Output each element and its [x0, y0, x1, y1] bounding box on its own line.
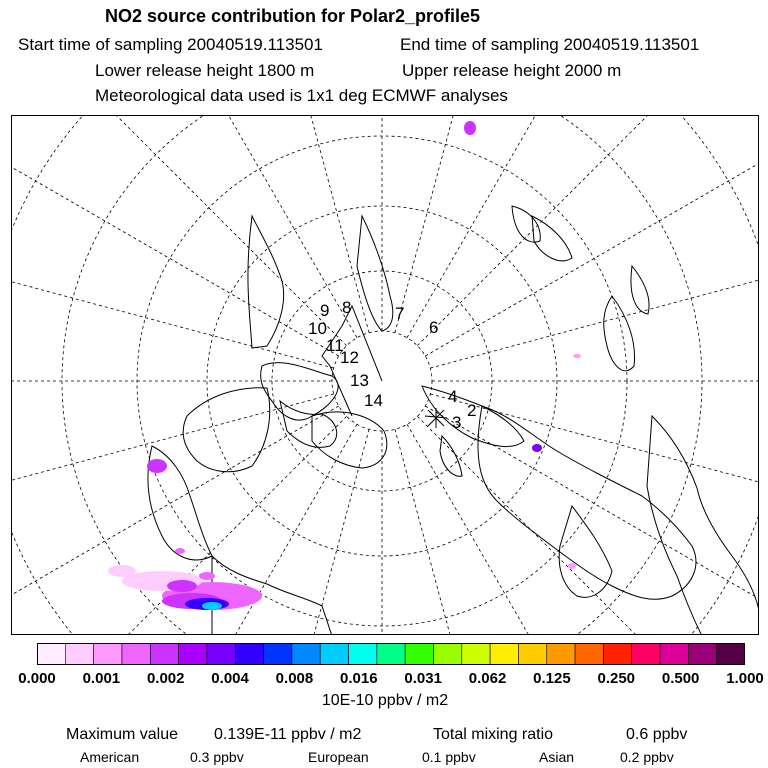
- track-label-10: 10: [308, 319, 327, 338]
- coastline-6: [248, 216, 284, 348]
- coastline-3: [183, 388, 270, 472]
- latitude-circle-5: [12, 116, 759, 635]
- max-value: 0.139E-11 ppbv / m2: [214, 726, 362, 743]
- met-data-note: Meteorological data used is 1x1 deg ECMWF analyses: [95, 86, 508, 105]
- meridian-300: [407, 116, 759, 338]
- track-label-2: 2: [467, 401, 477, 420]
- graticule: [12, 116, 759, 635]
- track-label-11: 11: [326, 336, 344, 355]
- colorbar-swatch-23: [688, 643, 716, 665]
- colorbar-swatch-4: [150, 643, 178, 665]
- coastline-11: [604, 296, 635, 371]
- colorbar-tick-1: 0.001: [82, 670, 121, 687]
- plume-patch-3: [202, 602, 222, 610]
- meridian-345: [430, 148, 759, 368]
- track-label-13: 13: [350, 371, 369, 390]
- coastline-2: [312, 412, 387, 468]
- region-european-name: European: [308, 749, 369, 765]
- colorbar-tick-2: 0.002: [146, 670, 185, 687]
- max-value-label: Maximum value: [66, 726, 179, 743]
- colorbar-unit: 10E-10 ppbv / m2: [321, 692, 449, 709]
- track-label-6: 6: [429, 318, 439, 337]
- colorbar-tick-4: 0.008: [275, 670, 314, 687]
- track-label-4: 4: [448, 387, 458, 406]
- meridian-240: [12, 116, 357, 338]
- meridian-255: [149, 116, 369, 333]
- polar-map: [11, 115, 759, 635]
- meridian-285: [395, 116, 615, 333]
- colorbar-swatch-13: [405, 643, 433, 665]
- colorbar-swatch-20: [603, 643, 631, 665]
- meridian-75: [395, 429, 615, 635]
- total-mixing-label: Total mixing ratio: [433, 726, 554, 743]
- colorbar-swatch-0: [37, 643, 65, 665]
- colorbar-tick-0: 0.000: [18, 670, 56, 687]
- lower-release-height: Lower release height 1800 m: [95, 61, 315, 80]
- colorbar-tick-5: 0.016: [340, 670, 378, 687]
- plume-patch-6: [147, 459, 167, 473]
- track-label-14: 14: [364, 391, 383, 410]
- track-label-9: 9: [320, 301, 330, 320]
- colorbar-swatches: [37, 643, 745, 665]
- coastline-12: [647, 416, 759, 635]
- region-asian-value: 0.2 ppbv: [620, 749, 674, 765]
- coastline-15: [631, 266, 649, 314]
- colorbar-swatch-1: [65, 643, 93, 665]
- track-label-8: 8: [342, 298, 352, 317]
- total-mixing-value: 0.6 ppbv: [626, 726, 688, 743]
- start-time: Start time of sampling 20040519.113501: [18, 35, 323, 54]
- colorbar-swatch-15: [462, 643, 490, 665]
- coastline-8: [512, 206, 540, 242]
- colorbar-tick-3: 0.004: [211, 670, 249, 687]
- track-label-12: 12: [340, 348, 359, 367]
- colorbar-swatch-10: [320, 643, 348, 665]
- plume-patch-5: [167, 580, 197, 592]
- plume-patch-13: [199, 572, 215, 580]
- region-american-name: American: [80, 749, 140, 765]
- colorbar-swatch-6: [207, 643, 235, 665]
- coastline-1: [280, 401, 337, 447]
- release-marker: [425, 408, 447, 428]
- plume-patch-8: [532, 444, 542, 452]
- colorbar-tick-8: 0.125: [533, 670, 571, 687]
- region-asian-name: Asian: [539, 749, 575, 765]
- meridian-15: [430, 394, 759, 614]
- plume-patch-12: [175, 548, 185, 554]
- colorbar-swatch-9: [292, 643, 320, 665]
- colorbar-swatch-3: [122, 643, 150, 665]
- plume-patch-11: [108, 565, 136, 577]
- colorbar-tick-10: 0.500: [661, 670, 700, 687]
- colorbar-swatch-8: [264, 643, 292, 665]
- colorbar-tick-11: 1.000: [726, 670, 764, 687]
- colorbar-swatch-5: [179, 643, 207, 665]
- coastline-14: [532, 216, 572, 261]
- upper-release-height: Upper release height 2000 m: [402, 61, 622, 80]
- colorbar-swatch-21: [632, 643, 660, 665]
- colorbar-swatch-14: [433, 643, 461, 665]
- colorbar-swatch-18: [547, 643, 575, 665]
- colorbar-swatch-11: [349, 643, 377, 665]
- coastline-7: [357, 216, 393, 331]
- meridian-195: [12, 148, 334, 368]
- region-american-value: 0.3 ppbv: [190, 749, 244, 765]
- plume-patch-9: [573, 354, 581, 358]
- plume-patch-10: [568, 563, 576, 569]
- colorbar-swatch-2: [94, 643, 122, 665]
- coastline-13: [559, 506, 612, 597]
- meridian-60: [407, 424, 759, 635]
- meridian-315: [417, 116, 759, 346]
- colorbar-swatch-7: [235, 643, 263, 665]
- plume-patch-7: [464, 121, 476, 135]
- colorbar-tick-6: 0.031: [404, 670, 442, 687]
- meridian-210: [12, 116, 339, 356]
- colorbar-swatch-19: [575, 643, 603, 665]
- map-canvas: [12, 116, 759, 635]
- colorbar-swatch-22: [660, 643, 688, 665]
- map-title: NO2 source contribution for Polar2_profile5: [105, 6, 481, 26]
- coastline-10: [478, 406, 696, 599]
- track-label-7: 7: [395, 304, 405, 323]
- colorbar-swatch-12: [377, 643, 405, 665]
- colorbar: [37, 643, 745, 665]
- region-european-value: 0.1 ppbv: [422, 749, 476, 765]
- colorbar-tick-9: 0.250: [597, 670, 636, 687]
- colorbar-swatch-17: [518, 643, 546, 665]
- colorbar-swatch-24: [717, 643, 745, 665]
- end-time: End time of sampling 20040519.113501: [400, 35, 700, 54]
- track-label-3: 3: [452, 413, 462, 432]
- colorbar-swatch-16: [490, 643, 518, 665]
- meridian-225: [12, 116, 347, 346]
- meridian-330: [425, 116, 759, 356]
- colorbar-tick-7: 0.062: [468, 670, 507, 687]
